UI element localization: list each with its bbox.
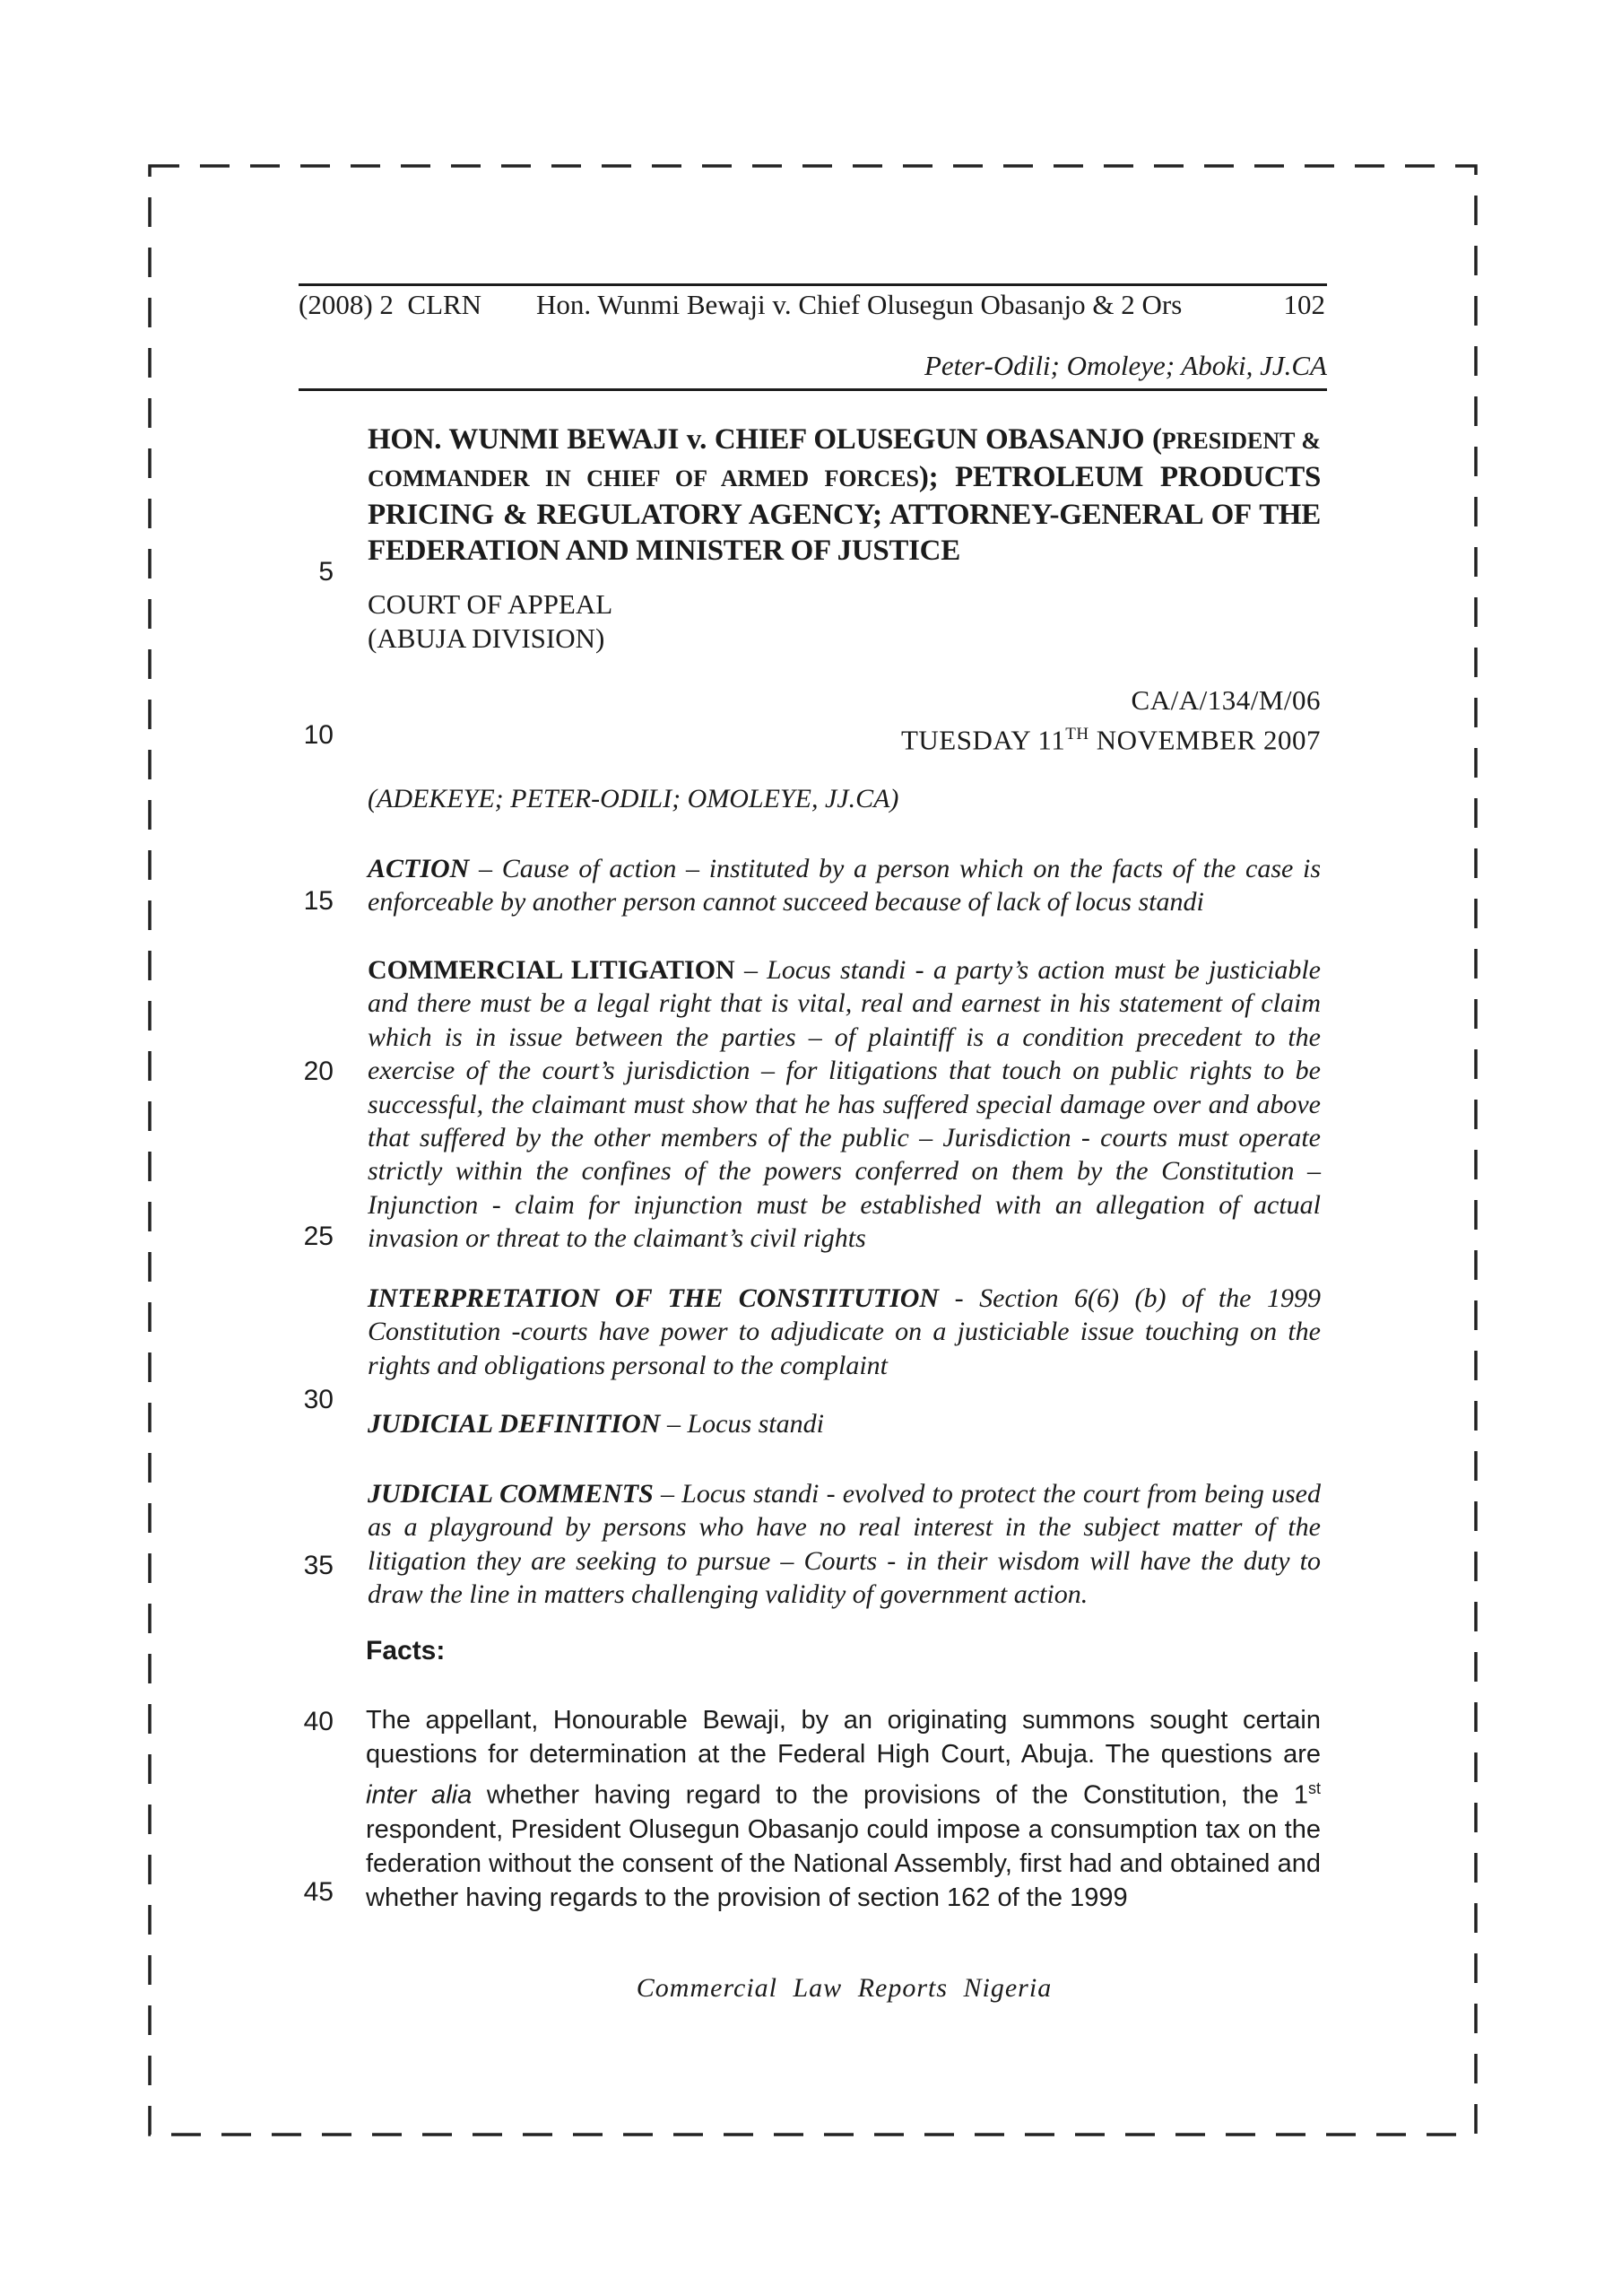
margin-line-number-35: 35: [303, 1551, 334, 1580]
catchword-judicial-comments: [368, 1477, 1321, 1612]
court-name: COURT OF APPEAL: [368, 588, 613, 620]
catchword-judicial-comments-body: – Locus standi - evolved to protect the court from being used as a playground by persons who have no real interest in the subject matter of the litigation they are seeking to pursue – Courts - in their wisdom will have the duty to draw the line in matters challenging validity of government action.: [368, 1479, 1322, 1610]
facts-paragraph: [366, 1703, 1321, 1915]
running-case-title: Hon. Wunmi Bewaji v. Chief Olusegun Obasanjo & 2 Ors: [536, 289, 1183, 320]
suit-block: [368, 683, 1321, 757]
facts-heading: Facts:: [366, 1636, 446, 1665]
catchword-judicial-definition: [368, 1407, 1321, 1440]
catchword-action-body: – Cause of action – instituted by a person which on the facts of the case is enforceable by another person cannot succeed because of lack of locus standi: [368, 854, 1321, 918]
margin-line-number-45: 45: [303, 1877, 334, 1907]
catchword-action: [368, 852, 1321, 919]
catchword-judicial-definition-head: JUDICIAL DEFINITION: [368, 1409, 661, 1439]
case-title-part2: ); PETROLEUM PRODUCTS PRICING & REGULATORY AGENCY; ATTORNEY-GENERAL OF THE FEDERATION AND MINISTER OF JUSTICE: [368, 461, 1321, 567]
catchword-commercial-litigation-head: COMMERCIAL LITIGATION: [368, 955, 735, 985]
footer-publication-name: Commercial Law Reports Nigeria: [636, 1973, 1053, 2003]
court-division: (ABUJA DIVISION): [368, 622, 605, 654]
facts-text-1: The appellant, Honourable Bewaji, by an originating summons sought certain questions for determination at the Federal High Court, Abuja. The questions are: [366, 1706, 1321, 1769]
catchword-judicial-comments-head: JUDICIAL COMMENTS: [368, 1479, 654, 1509]
catchword-interpretation: [368, 1282, 1321, 1382]
catchword-interpretation-body: - Section 6(6) (b) of the 1999 Constitution -courts have power to adjudicate on a justiciable issue touching on the rights and obligations personal to the complaint: [368, 1283, 1321, 1380]
header-top-rule: [299, 283, 1327, 286]
header-bottom-rule: [299, 388, 1327, 391]
case-title-smallcaps: PRESIDENT & COMMANDER IN CHIEF OF ARMED FORCES: [368, 428, 1321, 491]
judges-line: Peter-Odili; Omoleye; Aboki, JJ.CA: [924, 350, 1327, 381]
court-block: [368, 587, 1321, 656]
facts-ordinal: st: [1308, 1779, 1322, 1797]
catchword-judicial-definition-body: – Locus standi: [660, 1409, 824, 1439]
margin-line-number-20: 20: [303, 1057, 334, 1086]
case-title-block: [368, 422, 1321, 569]
margin-line-number-5: 5: [318, 557, 334, 587]
margin-line-number-10: 10: [303, 720, 334, 750]
date-ordinal: TH: [1065, 725, 1089, 744]
date-prefix: TUESDAY 11: [900, 724, 1066, 756]
margin-line-number-40: 40: [303, 1707, 334, 1736]
date-suffix: NOVEMBER 2007: [1089, 724, 1321, 756]
catchword-interpretation-head: INTERPRETATION OF THE CONSTITUTION: [368, 1283, 940, 1313]
facts-text-2: whether having regard to the provisions of the Constitution, the 1: [472, 1780, 1308, 1810]
catchword-action-head: ACTION: [368, 854, 470, 883]
case-title-part1: HON. WUNMI BEWAJI v. CHIEF OLUSEGUN OBASANJO (: [368, 423, 1162, 456]
report-citation: (2008) 2 CLRN: [299, 289, 482, 320]
catchword-commercial-litigation-body: – Locus standi - a party’s action must be justiciable and there must be a legal right that is vital, real and earnest in his statement of claim which is in issue between the parties – of plaintiff is a condition precedent to the exercise of the court’s jurisdiction – for litigations that touch on public rights to be successful, the claimant must show that he has suffered special damage over and above that suffered by the other members of the public – Jurisdiction - courts must operate strictly within the confines of the powers conferred on them by the Constitution – Injunction - claim for injunction must be established with an allegation of actual invasion or threat to the claimant’s civil rights: [368, 955, 1321, 1254]
margin-line-number-15: 15: [303, 886, 334, 916]
judgment-date: [368, 718, 1321, 757]
page-number: 102: [1283, 289, 1325, 320]
catchword-commercial-litigation: [368, 953, 1321, 1256]
coram-line: (ADEKEYE; PETER-ODILI; OMOLEYE, JJ.CA): [368, 784, 899, 813]
margin-line-number-30: 30: [303, 1385, 334, 1414]
margin-line-number-25: 25: [303, 1222, 334, 1251]
suit-number: CA/A/134/M/06: [1131, 684, 1321, 716]
running-header: [299, 289, 1327, 325]
facts-latin-phrase: inter alia: [366, 1780, 473, 1810]
facts-text-3: respondent, President Olusegun Obasanjo could impose a consumption tax on the federation without the consent of the National Assembly, first had and obtained and whether having regards to the provision of section 162 of the 1999: [366, 1814, 1321, 1912]
